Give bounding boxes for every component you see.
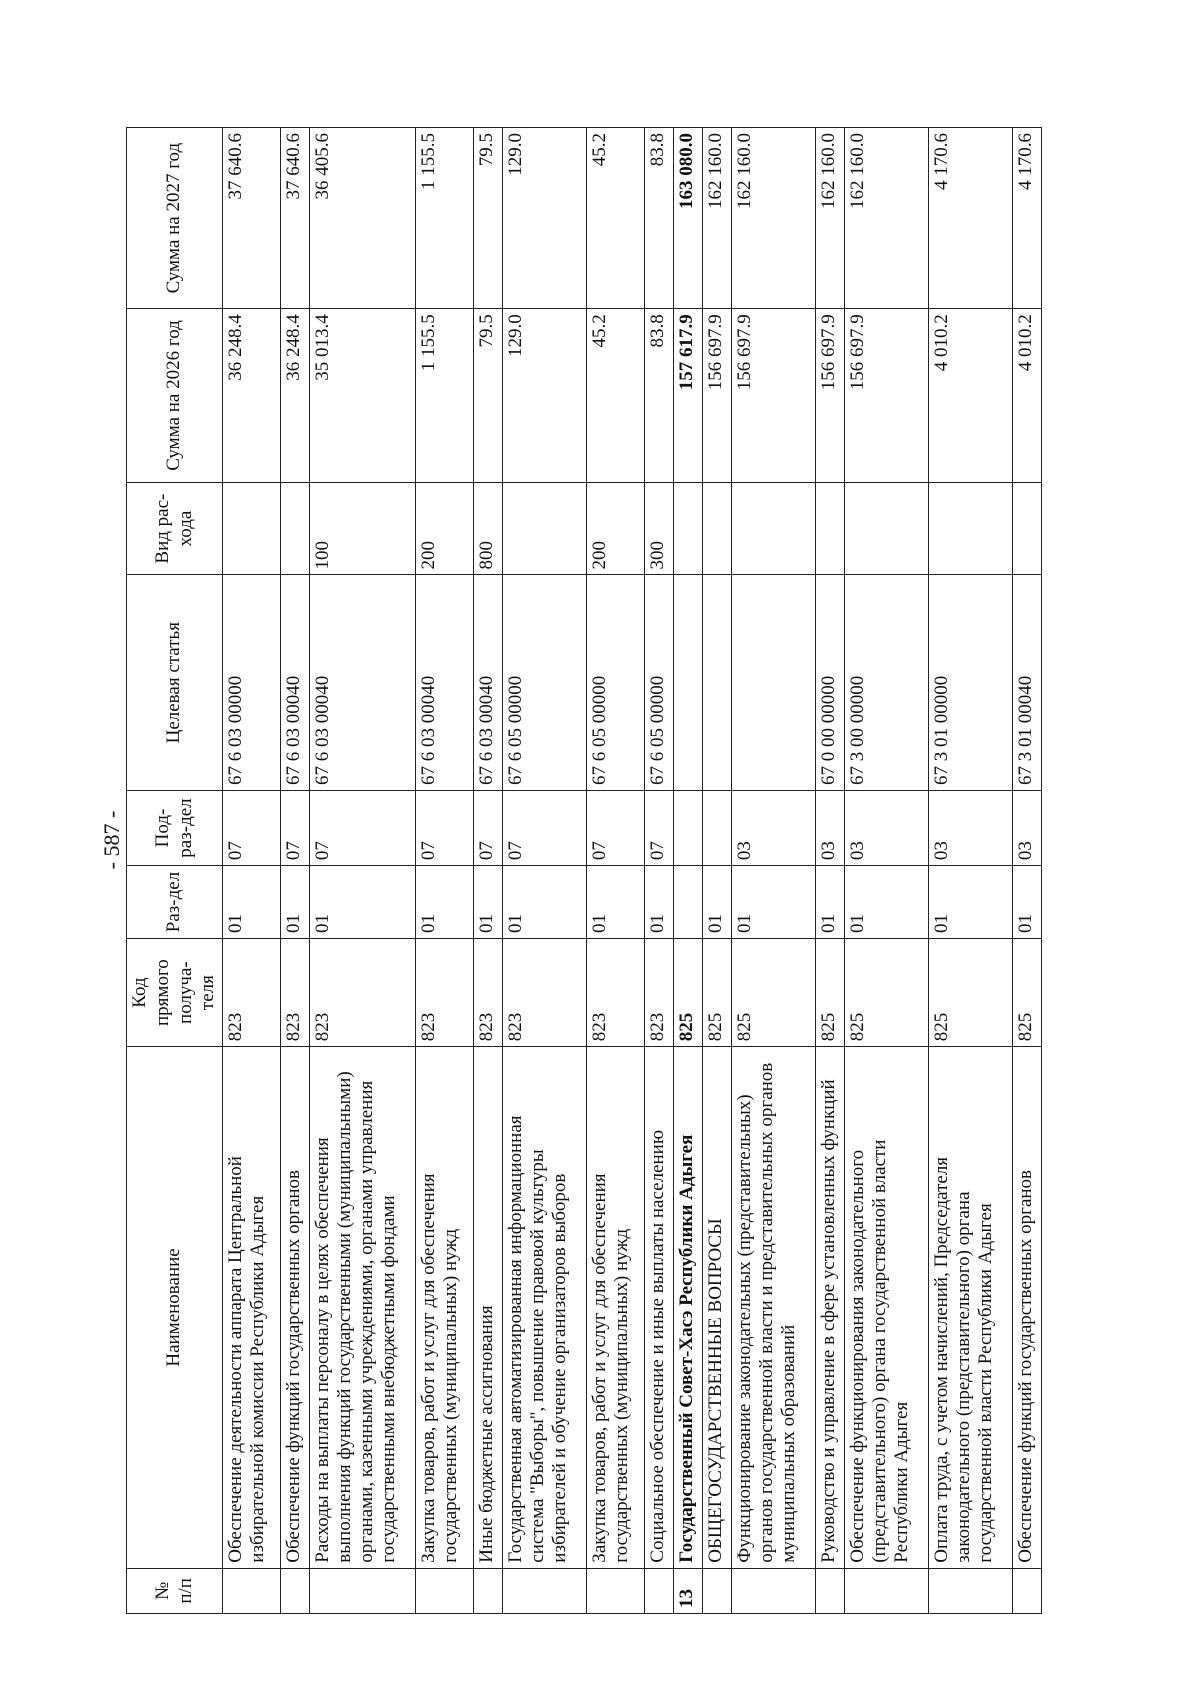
cell-celevaya: 67 0 00 00000 (816, 575, 845, 790)
cell-vid (929, 482, 1013, 575)
cell-code: 825 (703, 938, 732, 1046)
cell-sum-2027: 45.2 (587, 128, 645, 309)
budget-table (126, 127, 1042, 1614)
cell-name: Государственная автоматизированная информационная система "Выборы", повышение правовой культуры избирателей и обучение организаторов выборов (503, 1047, 587, 1568)
cell-podrazdel: 07 (310, 790, 416, 865)
cell-name: Обеспечение функций государственных органов (281, 1047, 310, 1568)
cell-no (732, 1568, 816, 1613)
cell-sum-2027: 129.0 (503, 128, 587, 309)
cell-code: 823 (281, 938, 310, 1046)
cell-vid: 300 (645, 482, 674, 575)
table-row (587, 128, 645, 1614)
cell-sum-2027: 79.5 (474, 128, 503, 309)
header-razdel: Раз-дел (127, 866, 223, 939)
cell-razdel: 01 (281, 866, 310, 939)
cell-name: Закупка товаров, работ и услуг для обеспечения государственных (муниципальных) нужд (416, 1047, 474, 1568)
cell-celevaya (703, 575, 732, 790)
cell-code: 825 (929, 938, 1013, 1046)
cell-razdel: 01 (474, 866, 503, 939)
cell-vid (281, 482, 310, 575)
cell-no (929, 1568, 1013, 1613)
cell-vid: 200 (416, 482, 474, 575)
cell-sum-2027: 162 160.0 (816, 128, 845, 309)
table-row (645, 128, 674, 1614)
cell-razdel: 01 (587, 866, 645, 939)
cell-vid (223, 482, 281, 575)
cell-vid (732, 482, 816, 575)
cell-no (416, 1568, 474, 1613)
cell-sum-2027: 1 155.5 (416, 128, 474, 309)
cell-no (645, 1568, 674, 1613)
cell-vid: 100 (310, 482, 416, 575)
table-row (845, 128, 929, 1614)
table-row-section (674, 128, 703, 1614)
cell-sum-2026: 79.5 (474, 309, 503, 482)
cell-celevaya: 67 6 05 00000 (587, 575, 645, 790)
cell-no (587, 1568, 645, 1613)
cell-podrazdel: 03 (732, 790, 816, 865)
cell-celevaya: 67 3 00 00000 (845, 575, 929, 790)
cell-razdel: 01 (1013, 866, 1042, 939)
cell-vid (703, 482, 732, 575)
cell-razdel: 01 (845, 866, 929, 939)
cell-podrazdel: 07 (281, 790, 310, 865)
header-sum-2026: Сумма на 2026 год (127, 309, 223, 482)
cell-code: 823 (503, 938, 587, 1046)
cell-razdel: 01 (310, 866, 416, 939)
cell-podrazdel: 07 (474, 790, 503, 865)
cell-razdel: 01 (929, 866, 1013, 939)
cell-podrazdel: 03 (1013, 790, 1042, 865)
cell-no (503, 1568, 587, 1613)
cell-celevaya: 67 6 05 00000 (645, 575, 674, 790)
cell-sum-2027: 162 160.0 (703, 128, 732, 309)
cell-celevaya: 67 6 03 00000 (223, 575, 281, 790)
cell-sum-2027: 83.8 (645, 128, 674, 309)
cell-name: Функционирование законодательных (представительных) органов государственной власти и представительных органов муниципальных образований (732, 1047, 816, 1568)
table-row (281, 128, 310, 1614)
header-code: Код прямого получа-теля (127, 938, 223, 1046)
cell-razdel: 01 (223, 866, 281, 939)
cell-podrazdel: 03 (929, 790, 1013, 865)
cell-code: 823 (645, 938, 674, 1046)
cell-vid: 200 (587, 482, 645, 575)
cell-vid (845, 482, 929, 575)
cell-vid (674, 482, 703, 575)
cell-name: Обеспечение деятельности аппарата Центральной избирательной комиссии Республики Адыгея (223, 1047, 281, 1568)
cell-code: 825 (816, 938, 845, 1046)
cell-name: Социальное обеспечение и иные выплаты населению (645, 1047, 674, 1568)
cell-podrazdel (703, 790, 732, 865)
cell-name: Закупка товаров, работ и услуг для обеспечения государственных (муниципальных) нужд (587, 1047, 645, 1568)
cell-no (703, 1568, 732, 1613)
cell-celevaya: 67 6 03 00040 (281, 575, 310, 790)
cell-sum-2026: 156 697.9 (732, 309, 816, 482)
cell-sum-2026: 1 155.5 (416, 309, 474, 482)
cell-sum-2026: 129.0 (503, 309, 587, 482)
table-row (732, 128, 816, 1614)
cell-vid (816, 482, 845, 575)
cell-name: Руководство и управление в сфере установленных функций (816, 1047, 845, 1568)
cell-sum-2026: 35 013.4 (310, 309, 416, 482)
cell-code: 825 (732, 938, 816, 1046)
cell-celevaya (732, 575, 816, 790)
cell-name: Обеспечение функционирования законодательного (представительного) органа государственной власти Республики Адыгея (845, 1047, 929, 1568)
cell-sum-2026: 4 010.2 (1013, 309, 1042, 482)
cell-sum-2027: 163 080.0 (674, 128, 703, 309)
header-sum-2027: Сумма на 2027 год (127, 128, 223, 309)
table-row (816, 128, 845, 1614)
cell-name: Расходы на выплаты персоналу в целях обеспечения выполнения функций государственными (муниципальными) органами, казенными учреждениями, органами управления государственными внебюджетными фондами (310, 1047, 416, 1568)
cell-sum-2027: 37 640.6 (281, 128, 310, 309)
cell-name: Обеспечение функций государственных органов (1013, 1047, 1042, 1568)
cell-sum-2026: 36 248.4 (281, 309, 310, 482)
cell-podrazdel: 07 (223, 790, 281, 865)
cell-celevaya: 67 6 03 00040 (310, 575, 416, 790)
cell-podrazdel: 07 (503, 790, 587, 865)
cell-celevaya: 67 6 03 00040 (416, 575, 474, 790)
cell-code: 825 (674, 938, 703, 1046)
cell-podrazdel: 03 (845, 790, 929, 865)
table-row (703, 128, 732, 1614)
header-vid: Вид рас-хода (127, 482, 223, 575)
cell-code: 823 (310, 938, 416, 1046)
cell-podrazdel: 07 (645, 790, 674, 865)
cell-vid (503, 482, 587, 575)
cell-vid (1013, 482, 1042, 575)
cell-sum-2026: 156 697.9 (816, 309, 845, 482)
table-row (503, 128, 587, 1614)
header-celevaya: Целевая статья (127, 575, 223, 790)
cell-no (223, 1568, 281, 1613)
cell-podrazdel: 03 (816, 790, 845, 865)
cell-sum-2027: 37 640.6 (223, 128, 281, 309)
cell-sum-2026: 45.2 (587, 309, 645, 482)
cell-razdel: 01 (816, 866, 845, 939)
cell-celevaya (674, 575, 703, 790)
cell-sum-2026: 4 010.2 (929, 309, 1013, 482)
header-podrazdel: Под-раз-дел (127, 790, 223, 865)
cell-no (1013, 1568, 1042, 1613)
cell-sum-2026: 156 697.9 (703, 309, 732, 482)
cell-razdel: 01 (416, 866, 474, 939)
cell-name: Иные бюджетные ассигнования (474, 1047, 503, 1568)
cell-razdel (674, 866, 703, 939)
table-row (223, 128, 281, 1614)
cell-no (281, 1568, 310, 1613)
cell-name: Оплата труда, с учетом начислений, Председателя законодательного (представительного) органа государственной власти Республики Адыгея (929, 1047, 1013, 1568)
cell-celevaya: 67 3 01 00040 (1013, 575, 1042, 790)
page-number-text: - 587 - (99, 810, 124, 870)
table-row (310, 128, 416, 1614)
table-row (416, 128, 474, 1614)
cell-sum-2026: 36 248.4 (223, 309, 281, 482)
cell-razdel: 01 (732, 866, 816, 939)
table-row (474, 128, 503, 1614)
cell-no: 13 (674, 1568, 703, 1613)
cell-code: 825 (1013, 938, 1042, 1046)
cell-sum-2027: 162 160.0 (732, 128, 816, 309)
cell-sum-2027: 4 170.6 (1013, 128, 1042, 309)
cell-celevaya: 67 3 01 00000 (929, 575, 1013, 790)
cell-sum-2026: 157 617.9 (674, 309, 703, 482)
header-no: № п/п (127, 1568, 223, 1613)
cell-name: Государственный Совет-Хасэ Республики Адыгея (674, 1047, 703, 1568)
cell-podrazdel: 07 (587, 790, 645, 865)
cell-no (816, 1568, 845, 1613)
cell-razdel: 01 (703, 866, 732, 939)
cell-code: 823 (416, 938, 474, 1046)
cell-code: 823 (223, 938, 281, 1046)
cell-podrazdel (674, 790, 703, 865)
cell-no (845, 1568, 929, 1613)
cell-vid: 800 (474, 482, 503, 575)
cell-sum-2027: 4 170.6 (929, 128, 1013, 309)
cell-celevaya: 67 6 03 00040 (474, 575, 503, 790)
cell-name: ОБЩЕГОСУДАРСТВЕННЫЕ ВОПРОСЫ (703, 1047, 732, 1568)
cell-code: 823 (587, 938, 645, 1046)
cell-no (474, 1568, 503, 1613)
table-row (1013, 128, 1042, 1614)
cell-razdel: 01 (503, 866, 587, 939)
header-name: Наименование (127, 1047, 223, 1568)
cell-sum-2026: 156 697.9 (845, 309, 929, 482)
cell-podrazdel: 07 (416, 790, 474, 865)
cell-sum-2027: 162 160.0 (845, 128, 929, 309)
cell-razdel: 01 (645, 866, 674, 939)
budget-table-rotated (126, 127, 1037, 1614)
cell-code: 823 (474, 938, 503, 1046)
header-row (127, 128, 223, 1614)
table-row (929, 128, 1013, 1614)
cell-code: 825 (845, 938, 929, 1046)
cell-celevaya: 67 6 05 00000 (503, 575, 587, 790)
cell-sum-2027: 36 405.6 (310, 128, 416, 309)
cell-no (310, 1568, 416, 1613)
cell-sum-2026: 83.8 (645, 309, 674, 482)
